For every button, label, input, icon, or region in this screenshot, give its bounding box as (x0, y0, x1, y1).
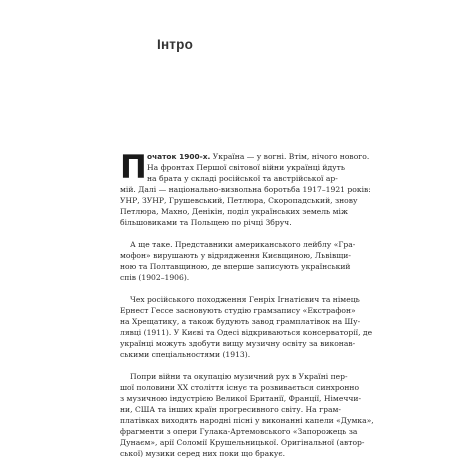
text-line: шої половини XX століття існує та розвивається синхронно (120, 383, 360, 392)
text-line: Попри війни та окупацію музичний рух в Україні пер- (130, 372, 348, 381)
text-line: спів (1902–1906). (120, 273, 190, 282)
text-line: ни, США та інших країн прогресивного світу. На грам- (120, 405, 341, 414)
text-line: фрагменти з опери Гулака-Артемовського «Запорожець за (120, 427, 358, 436)
text-line: УНР, ЗУНР, Грушевський, Петлюра, Скоропадський, знову (120, 196, 358, 205)
paragraph-3 (120, 294, 373, 360)
text-line: Дунаєм», арії Соломії Крушельницької. Оригінальної (автор- (120, 438, 365, 447)
text-line: Петлюра, Махно, Денікін, поділ українських земель між (120, 207, 348, 216)
text-line: мій. Далі — національно-визвольна боротьба 1917–1921 років: (120, 185, 371, 194)
text-line: лявці (1911). У Києві та Одесі відкриваються консерваторії, де (120, 328, 373, 337)
paragraph-1-continued (120, 206, 368, 228)
chapter-body (120, 148, 374, 459)
text-line: ської) музики серед них поки що бракує. (120, 449, 286, 458)
paragraph-4 (120, 371, 374, 459)
text-line: ною та Полтавщиною, де вперше записують український (120, 262, 351, 271)
text-line: Чех російського походження Генріх Ігнатієвич та німець (130, 295, 360, 304)
chapter-heading: Інтро (157, 37, 194, 52)
text-line: на брата у складі російської та австрійської ар- (147, 174, 338, 183)
text-line: більшовиками та Польщею по річці Збруч. (120, 218, 292, 227)
text-line: з музичною індустрією Великої Британії, Франції, Німеччи- (120, 394, 362, 403)
text-line: ськими спеціальностями (1913). (120, 350, 251, 359)
text-line: мофон» вирушають у відрядження Києвщиною, Львівщи- (120, 251, 351, 260)
drop-cap: П (120, 148, 147, 186)
text-line: На фронтах Першої світової війни українці йдуть (147, 163, 345, 172)
paragraph-1 (120, 148, 371, 206)
text-line-content: Україна — у вогні. Втім, нічого нового. (210, 152, 370, 161)
paragraph-2 (120, 239, 368, 283)
text-line: українці можуть здобути вищу музичну освіту за виконав- (120, 339, 356, 348)
paragraph-lead: очаток 1900-х. (147, 152, 211, 161)
text-line (120, 151, 368, 162)
text-line: на Хрещатику, а також будують завод грамплатівок на Шу- (120, 317, 361, 326)
text-line: Ернест Гессе засновують студію грамзапису «Екстрафон» (120, 306, 356, 315)
text-line: А ще таке. Представники американського лейблу «Гра- (130, 240, 356, 249)
text-line: платівках виходять народні пісні у виконанні капели «Думка», (120, 416, 374, 425)
